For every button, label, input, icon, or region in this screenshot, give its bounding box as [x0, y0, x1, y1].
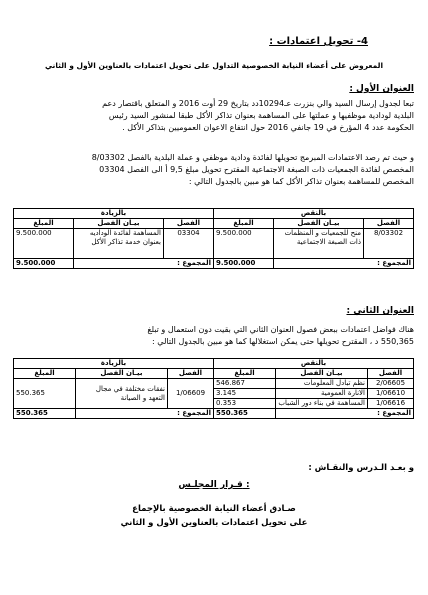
paragraph-line: و حيث تم رصد الاعتمادات المبرمج تحويلها لفائدة ودادية موظفي و عملة البلدية بالفصل 8/03302	[91, 153, 414, 162]
subject-line: المعروض على أعضاء النيابة الخصوصية التداول على تحويل اعتمادات بالعناوين الأول و الثاني	[44, 61, 384, 70]
transfer-table-1	[13, 208, 414, 269]
discussion-line: و بعـد الـدرس والنقـاش :	[308, 463, 414, 473]
plus-chapter-cell: 1/06609	[167, 379, 213, 409]
total-plus-cell: 9.500.000	[13, 259, 73, 269]
total-minus-cell: 9.500.000	[213, 259, 273, 269]
col-amount-header: المبلغ	[13, 219, 73, 229]
plus-chapter-cell: 03304	[163, 229, 213, 259]
total-minus-cell: 550.365	[213, 409, 275, 419]
minus-amount-cell: 3.145	[213, 389, 275, 399]
minus-amount-cell: 0.353	[213, 399, 275, 409]
col-chapter-header: الفصل	[368, 369, 414, 379]
col-desc-header: بيـان الفصل	[276, 369, 368, 379]
plus-amount-cell: 550.365	[13, 379, 75, 409]
decision-text	[0, 502, 428, 530]
group-minus-header: بالنقص	[213, 209, 413, 219]
total-label-cell: المجموع :	[75, 409, 213, 419]
minus-desc-cell: نظم تبادل المعلومات	[276, 379, 368, 389]
col-desc-header: بيـان الفصل	[73, 219, 163, 229]
paragraph-line: تبعا لجدول إرسال السيد والي بنزرت عـ10294دد بتاريخ 29 أوت 2016 و المتعلق باقتصار دعم	[102, 99, 414, 108]
plus-desc-cell: المساهمة لفائدة الوداديه بعنوان خدمة تذاكر الأكل	[73, 229, 163, 259]
decision-line: صـادق أعضاء النيابة الخصوصية بالإجماع	[132, 504, 296, 514]
minus-chapter-cell: 1/06616	[368, 399, 414, 409]
minus-desc-cell: الانارة العمومية	[276, 389, 368, 399]
minus-amount-cell: 546.867	[213, 379, 275, 389]
minus-chapter-cell: 8/03302	[364, 229, 414, 259]
minus-chapter-cell: 1/06610	[368, 389, 414, 399]
col-chapter-header: الفصل	[167, 369, 213, 379]
paragraph-line: 550,365 د ، المقترح تحويلها حتى يمكن استغلالها كما هو مبين بالجدول التالي :	[152, 337, 414, 346]
total-label-cell: المجموع :	[276, 409, 414, 419]
plus-amount-cell: 9.500.000	[13, 229, 73, 259]
section2-heading: العنوان الثاني :	[346, 306, 414, 316]
total-label-cell: المجموع :	[274, 259, 414, 269]
minus-amount-cell: 9.500.000	[213, 229, 273, 259]
col-amount-header: المبلغ	[213, 219, 273, 229]
group-minus-header: بالنقص	[213, 359, 413, 369]
col-chapter-header: الفصل	[163, 219, 213, 229]
paragraph-line: البلدية لودادية موظفيها و عملتها على المساهمة بعنوان تذاكر الأكل طبقا لمنشور السيد رئيس	[108, 111, 414, 120]
minus-chapter-cell: 2/06605	[368, 379, 414, 389]
transfer-table-2	[13, 358, 414, 419]
paragraph-line: الحكومة عدد 4 المؤرخ في 19 جانفي 2016 حول انتفاع الاعوان العموميين بتذاكر الأكل .	[122, 123, 414, 132]
section1-paragraph2	[14, 152, 414, 188]
section1-heading: العنوان الأول :	[349, 84, 414, 94]
col-amount-header: المبلغ	[213, 369, 275, 379]
group-plus-header: بالزيادة	[13, 209, 213, 219]
col-desc-header: بيـان الفصل	[274, 219, 364, 229]
paragraph-line: المخصص لفائدة الجمعيات ذات الصبغة الاجتماعية المقترح تحويل مبلغ 9,5 أ الى الفصل 03304	[99, 165, 414, 174]
col-amount-header: المبلغ	[13, 369, 75, 379]
section1-paragraph1	[14, 98, 414, 134]
decision-line: على تحويل اعتمادات بالعناوين الأول و الثاني	[120, 518, 308, 528]
decision-heading: قـرار المجلـس :	[178, 480, 250, 490]
paragraph-line: هناك فواضل اعتمادات ببعض فصول العنوان الثاني التي بقيت دون استعمال و تبلغ	[147, 325, 414, 334]
group-plus-header: بالزيادة	[13, 359, 213, 369]
minus-desc-cell: المساهمة في بناء دور الشباب	[276, 399, 368, 409]
plus-desc-cell: نفقات مختلفة في مجال التعهد و الصيانة	[75, 379, 167, 409]
col-chapter-header: الفصل	[364, 219, 414, 229]
total-label-cell: المجموع :	[73, 259, 213, 269]
section-title: 4- تحويل اعتمادات :	[269, 36, 368, 47]
total-plus-cell: 550.365	[13, 409, 75, 419]
paragraph-line: المخصص للمساهمة بعنوان تذاكر الأكل كما هو مبين بالجدول التالي :	[188, 177, 414, 186]
col-desc-header: بيـان الفصل	[75, 369, 167, 379]
minus-desc-cell: منح للجمعيات و المنظمات ذات الصبغة الاجتماعية	[274, 229, 364, 259]
section2-paragraph	[14, 324, 414, 348]
